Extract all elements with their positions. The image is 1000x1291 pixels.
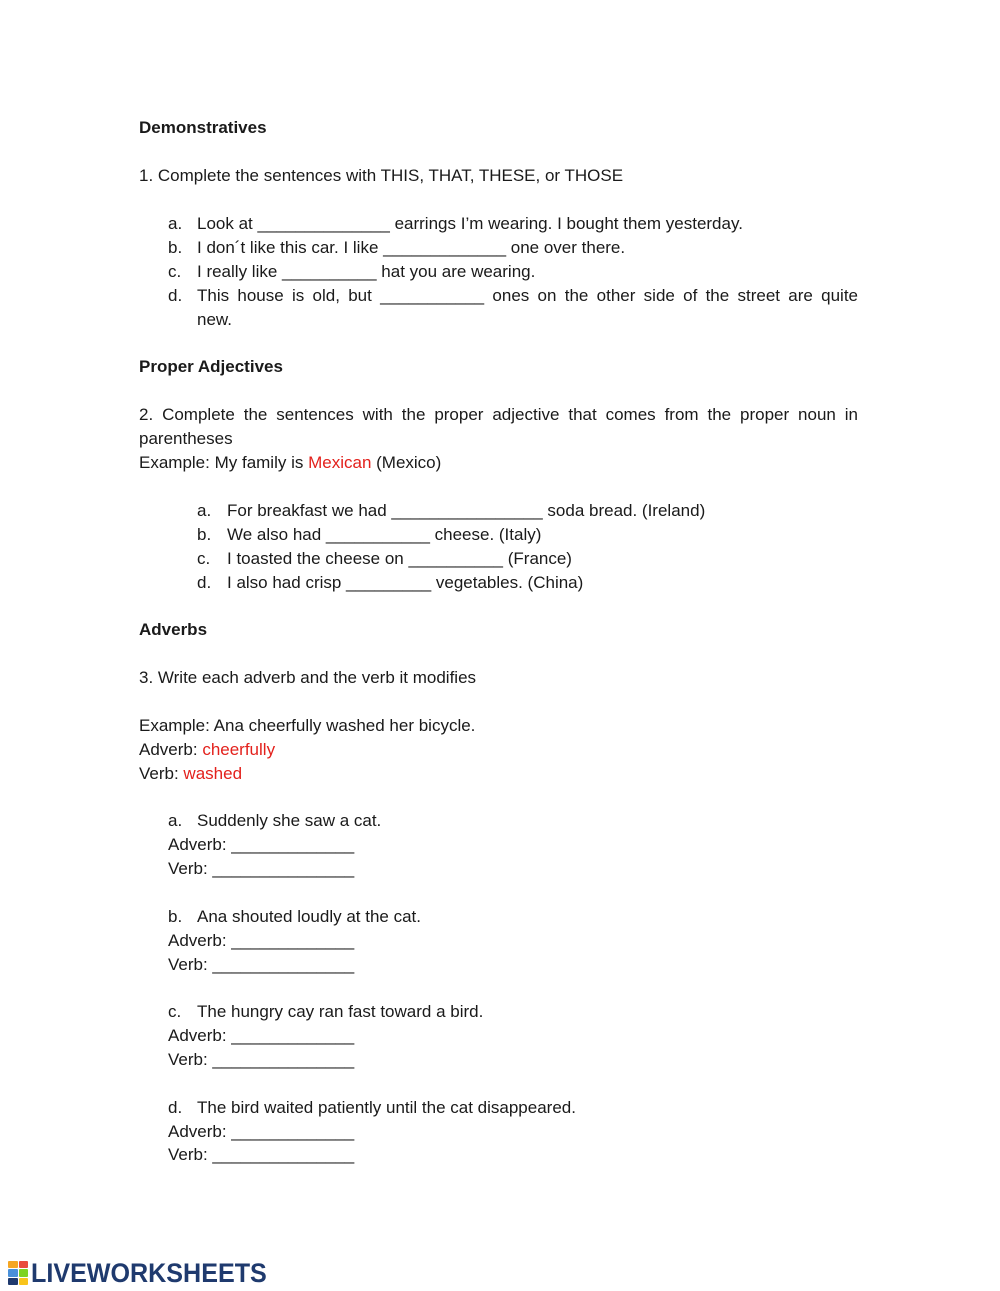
item-marker: b. — [168, 907, 183, 926]
list-item — [197, 524, 542, 546]
example-prefix: Example: My family is — [139, 453, 309, 472]
example-verb-line — [139, 763, 242, 785]
example-answer: Mexican — [308, 453, 372, 472]
logo-text: LIVEWORKSHEETS — [31, 1257, 267, 1288]
item-text: Look at ______________ earrings I’m wearing. I bought them yesterday. — [197, 214, 743, 233]
item-marker: b. — [168, 238, 183, 257]
verb-answer-line: Verb: _______________ — [168, 859, 355, 878]
item-text: For breakfast we had ________________ soda bread. (Ireland) — [227, 501, 706, 520]
list-item — [197, 548, 572, 570]
item-text: I toasted the cheese on __________ (France) — [227, 549, 572, 568]
item-sentence: The hungry cay ran fast toward a bird. — [197, 1002, 484, 1021]
instruction-proper-adjectives: 2. Complete the sentences with the proper adjective that comes from the proper noun in — [139, 405, 858, 424]
instruction-proper-adjectives-line2: parentheses — [139, 429, 233, 448]
list-item — [197, 500, 706, 522]
item-text-continuation: new. — [197, 310, 232, 329]
example-verb-answer: washed — [183, 764, 243, 783]
list-item — [168, 261, 536, 283]
adverb-answer-line: Adverb: _____________ — [168, 835, 355, 854]
instruction-adverbs: 3. Write each adverb and the verb it modifies — [139, 668, 477, 687]
item-sentence: The bird waited patiently until the cat disappeared. — [197, 1098, 576, 1117]
example-adverb-line — [139, 739, 275, 761]
adverb-answer-line: Adverb: _____________ — [168, 931, 355, 950]
verb-answer-line: Verb: _______________ — [168, 955, 355, 974]
list-item — [168, 906, 421, 928]
item-text: I really like __________ hat you are wearing. — [197, 262, 536, 281]
list-item — [168, 1097, 576, 1119]
adverb-answer-line: Adverb: _____________ — [168, 1026, 355, 1045]
item-marker: d. — [168, 286, 183, 305]
item-sentence: Ana shouted loudly at the cat. — [197, 907, 421, 926]
item-marker: a. — [197, 501, 212, 520]
item-marker: c. — [168, 1002, 182, 1021]
item-text: I also had crisp _________ vegetables. (China) — [227, 573, 584, 592]
item-marker: c. — [168, 262, 182, 281]
list-item — [197, 572, 584, 594]
item-text: I don´t like this car. I like _____________ one over there. — [197, 238, 626, 257]
heading-proper-adjectives: Proper Adjectives — [139, 357, 283, 376]
heading-adverbs: Adverbs — [139, 620, 208, 639]
list-item — [168, 810, 382, 832]
item-text: This house is old, but ___________ ones on the other side of the street are quite — [197, 286, 858, 305]
list-item — [168, 1001, 484, 1023]
item-marker: a. — [168, 811, 183, 830]
item-text: We also had ___________ cheese. (Italy) — [227, 525, 542, 544]
item-marker: b. — [197, 525, 212, 544]
verb-answer-line: Verb: _______________ — [168, 1050, 355, 1069]
adverb-answer-line: Adverb: _____________ — [168, 1122, 355, 1141]
item-sentence: Suddenly she saw a cat. — [197, 811, 382, 830]
heading-demonstratives: Demonstratives — [139, 118, 267, 137]
list-item — [168, 237, 626, 259]
liveworksheets-grid-icon — [8, 1261, 28, 1285]
item-marker: a. — [168, 214, 183, 233]
instruction-demonstratives: 1. Complete the sentences with THIS, THAT, THESE, or THOSE — [139, 166, 624, 185]
list-item — [168, 213, 743, 235]
example-proper-adjectives — [139, 452, 441, 474]
item-marker: c. — [197, 549, 211, 568]
example-verb-label: Verb: — [139, 764, 184, 783]
liveworksheets-logo[interactable] — [8, 1258, 285, 1288]
verb-answer-line: Verb: _______________ — [168, 1145, 355, 1164]
example-adverb-label: Adverb: — [139, 740, 203, 759]
item-marker: d. — [168, 1098, 183, 1117]
example-suffix: (Mexico) — [371, 453, 442, 472]
example-adverbs-sentence: Example: Ana cheerfully washed her bicycle. — [139, 716, 476, 735]
item-marker: d. — [197, 573, 212, 592]
example-adverb-answer: cheerfully — [202, 740, 276, 759]
